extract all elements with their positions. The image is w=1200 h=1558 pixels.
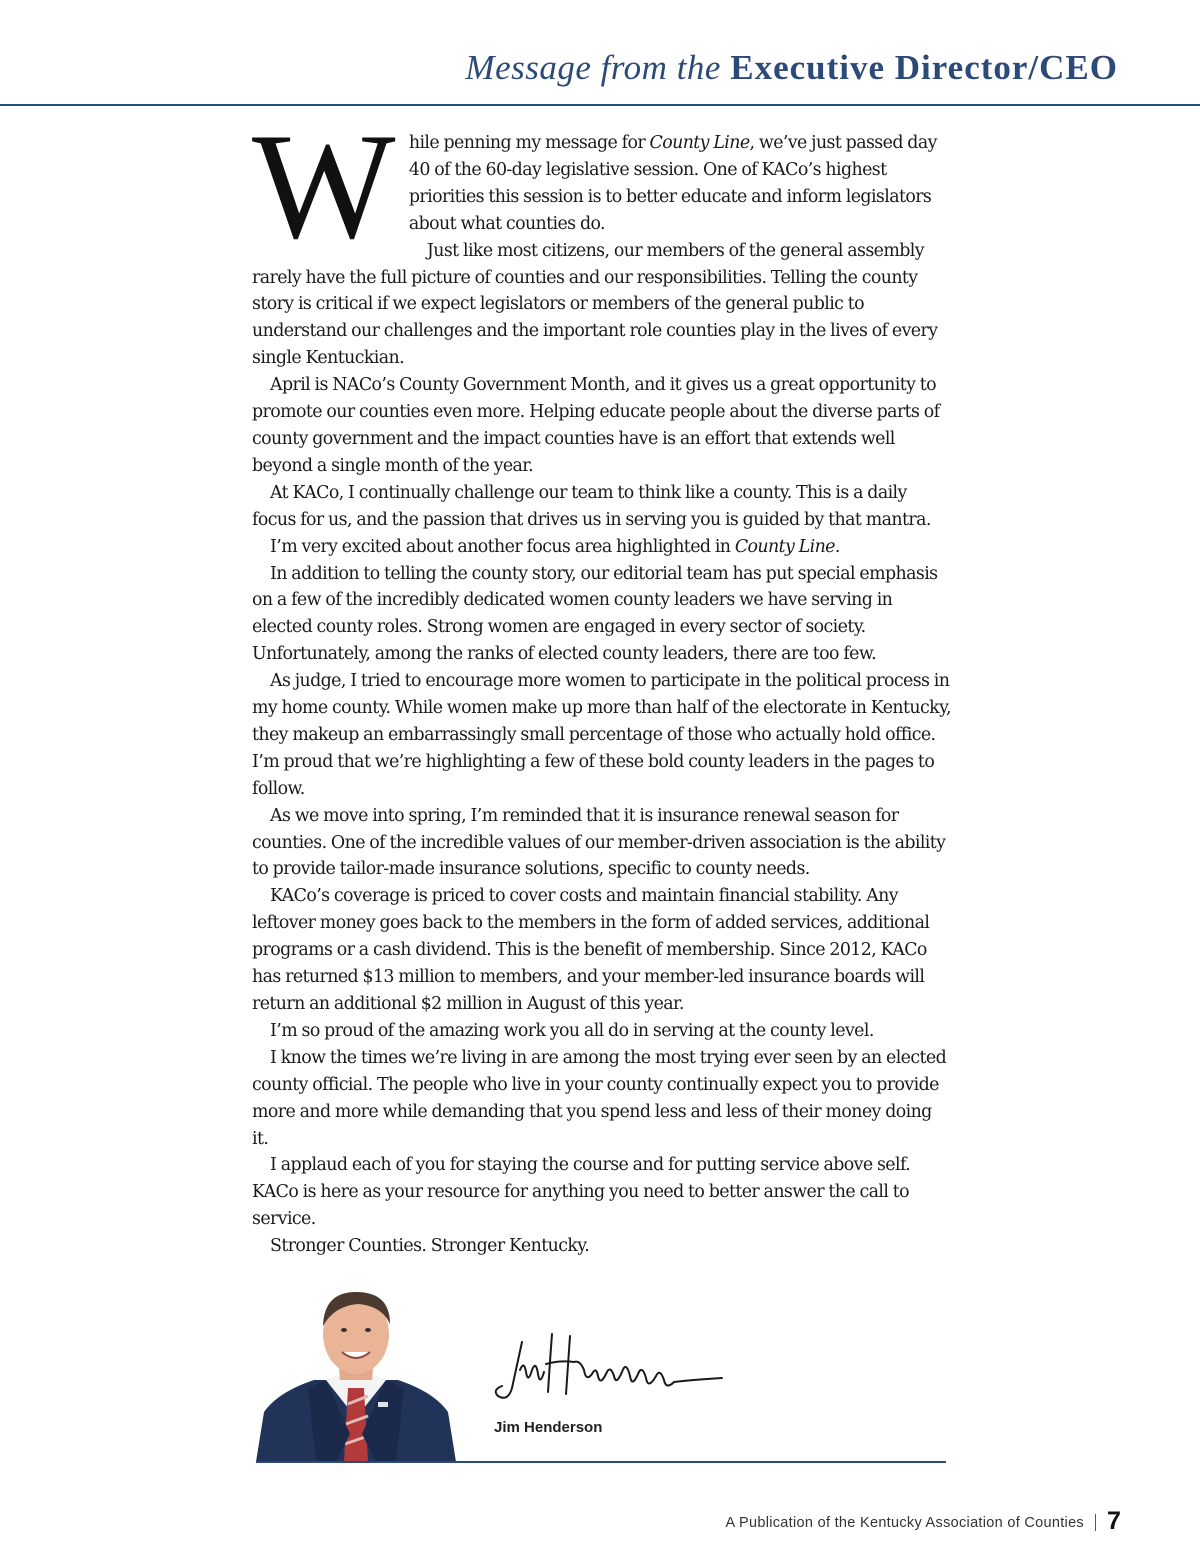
paragraph: KACo’s coverage is priced to cover costs and maintain financial stability. Any leftover money goes back to the members in the form of added services, additional programs or a cash dividend. This is the benefit of membership. Since 2012, KACo has returned $13 million to members, and your member-led insurance boards will return an additional $2 million in August of this year. [252, 886, 930, 1014]
first-paragraph [252, 102, 952, 270]
page-title-bold: Executive Director/CEO [730, 48, 1118, 87]
article-body [252, 102, 952, 1260]
footer-separator [1095, 1514, 1096, 1531]
page-header [0, 0, 1200, 106]
publication-name-emphasis: County Line [734, 536, 835, 557]
drop-cap: W [252, 102, 395, 270]
paragraph: I know the times we’re living in are among the most trying ever seen by an elected county official. The people who live in your county continually expect you to provide more and more while demanding that you spend less and less of their money doing it. [252, 1047, 947, 1149]
signature-name: Jim Henderson [494, 1419, 603, 1436]
paragraph: As judge, I tried to encourage more women to participate in the political process in my home county. While women make up more than half of the electorate in Kentucky, they makeup an embarrassingly small percentage of those who actually hold office. I’m proud that we’re highlighting a few of these bold county leaders in the pages to follow. [252, 671, 951, 799]
paragraph: April is NACo’s County Government Month, and it gives us a great opportunity to promote our counties even more. Helping educate people about the diverse parts of county government and the impact counties have is an effort that extends well beyond a single month of the year. [252, 375, 940, 476]
publication-name-emphasis: County Line [649, 133, 750, 153]
focus-paragraph [252, 534, 952, 561]
paragraph: In addition to telling the county story, our editorial team has put special emphasis on a few of the incredibly dedicated women county leaders we have serving in elected county roles. Strong women are engaged in every sector of society. Unfortunately, among the ranks of elected county leaders, there are too few. [252, 563, 938, 665]
paragraph: I applaud each of you for staying the course and for putting service above self. KACo is here as your resource for anything you need to better answer the call to service. [252, 1155, 911, 1230]
footer-publication: A Publication of the Kentucky Association of Counties [725, 1515, 1084, 1531]
signature-divider [256, 1461, 946, 1463]
focus-paragraph-end: . [834, 536, 840, 557]
paragraph: Just like most citizens, our members of the general assembly rarely have the full picture of counties and our responsibilities. Telling the county story is critical if we expect legislators or members of the general public to understand our challenges and the important role counties play in the lives of every single Kentuckian. [252, 240, 938, 369]
page-title [465, 48, 1118, 88]
author-photo [256, 1284, 456, 1462]
first-paragraph-text: hile penning my message for [408, 133, 650, 153]
paragraph: At KACo, I continually challenge our team to think like a county. This is a daily focus for us, and the passion that drives us in serving you is guided by that mantra. [252, 482, 931, 530]
paragraph: As we move into spring, I’m reminded that it is insurance renewal season for counties. One of the incredible values of our member-driven association is the ability to provide tailor-made insurance solutions, specific to county needs. [252, 805, 946, 880]
paragraph: I’m so proud of the amazing work you all do in serving at the county level. [270, 1020, 874, 1041]
focus-paragraph-text: I’m very excited about another focus area highlighted in [270, 536, 735, 557]
signature [490, 1330, 730, 1410]
page-number: 7 [1107, 1507, 1121, 1535]
first-paragraph-text-end: , we’ve just passed day 40 of the 60-day legislative session. One of KACo’s highest priorities this session is to better educate and inform legislators about what counties do. [408, 133, 937, 234]
closing-slogan: Stronger Counties. Stronger Kentucky. [270, 1236, 590, 1257]
page-title-italic: Message from the [465, 48, 721, 87]
